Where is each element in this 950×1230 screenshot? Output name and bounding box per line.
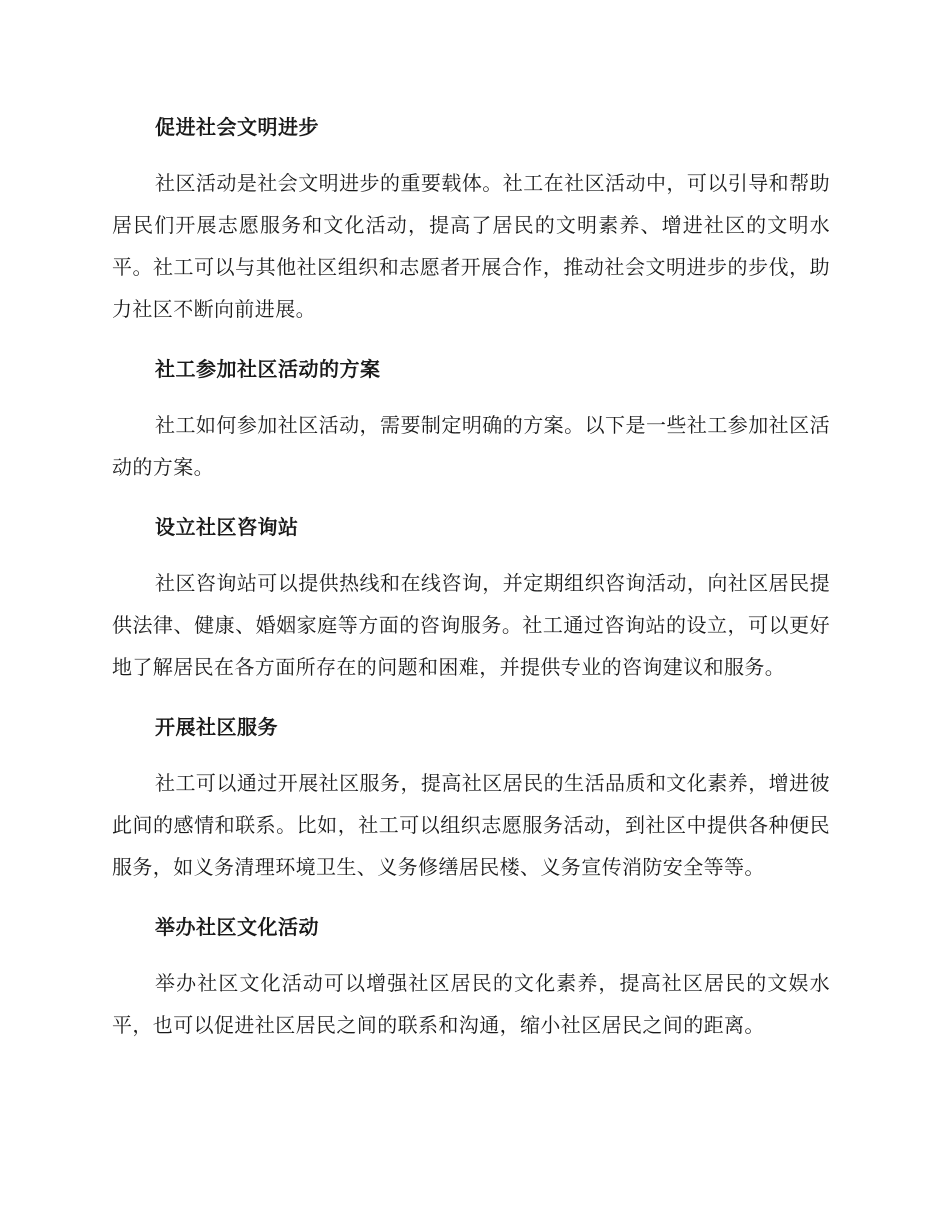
- section-body-civilization: 社区活动是社会文明进步的重要载体。社工在社区活动中，可以引导和帮助居民们开展志愿服务和文化活动，提高了居民的文明素养、增进社区的文明水平。社工可以与其他社区组织和志愿者开展合作，推动社会文明进步的步伐，助力社区不断向前进展。: [112, 171, 830, 321]
- section-body-consulting-station: 社区咨询站可以提供热线和在线咨询，并定期组织咨询活动，向社区居民提供法律、健康、婚姻家庭等方面的咨询服务。社工通过咨询站的设立，可以更好地了解居民在各方面所存在的问题和困难，并提供专业的咨询建议和服务。: [112, 571, 830, 679]
- document-page: [112, 108, 830, 1066]
- section-body-plan: 社工如何参加社区活动，需要制定明确的方案。以下是一些社工参加社区活动的方案。: [112, 413, 830, 479]
- section-heading-consulting-station: 设立社区咨询站: [155, 515, 299, 539]
- section-heading-plan: 社工参加社区活动的方案: [155, 357, 381, 381]
- section-heading-cultural-activities: 举办社区文化活动: [155, 915, 319, 939]
- section-heading-civilization: 促进社会文明进步: [155, 115, 319, 139]
- section-body-cultural-activities: 举办社区文化活动可以增强社区居民的文化素养，提高社区居民的文娱水平，也可以促进社区居民之间的联系和沟通，缩小社区居民之间的距离。: [112, 971, 830, 1037]
- section-body-community-service: 社工可以通过开展社区服务，提高社区居民的生活品质和文化素养，增进彼此间的感情和联系。比如，社工可以组织志愿服务活动，到社区中提供各种便民服务，如义务清理环境卫生、义务修缮居民楼、义务宣传消防安全等等。: [112, 771, 830, 879]
- section-heading-community-service: 开展社区服务: [155, 715, 278, 739]
